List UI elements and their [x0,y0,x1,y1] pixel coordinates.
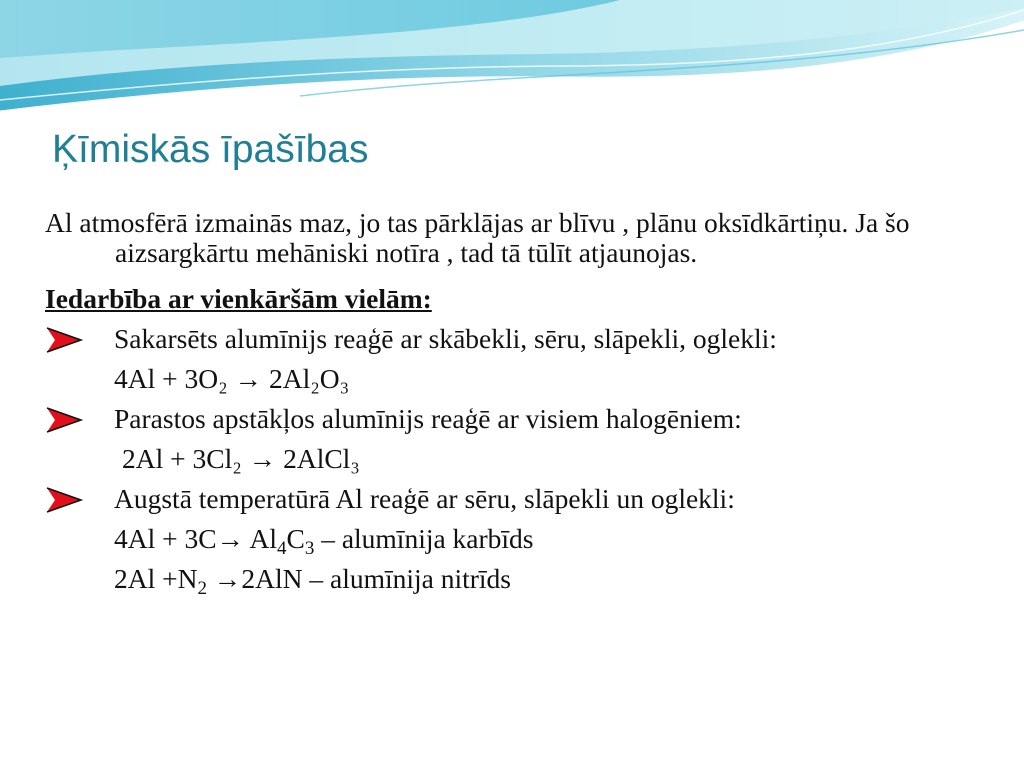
equation-3 [45,522,1005,559]
bullet-item-3 [45,482,1005,516]
subscript: 4 [276,538,287,559]
bullet-item-2 [45,402,1005,436]
bullet-text: Sakarsēts alumīnijs reaģē ar skābekli, sēru, slāpekli, oglekli: [114,323,777,354]
equation-1: 4Al + 3O₂ → 2Al₂O₃ [114,363,350,394]
subscript: 2 [197,578,207,599]
arrowhead-bullet-icon [45,326,85,354]
arrowhead-bullet-icon [45,486,85,514]
equation-part: →2AlN – alumīnija nitrīds [207,563,512,594]
slide-content [45,207,1005,599]
equation-part: – alumīnija karbīds [314,523,534,554]
bullet-item-1 [45,322,1005,356]
equation-part: 2Al +N [114,563,198,594]
bullet-text: Parastos apstākļos alumīnijs reaģē ar visiem halogēniem: [114,403,742,434]
intro-paragraph: Al atmosfērā izmainās maz, jo tas pārklājas ar blīvu , plānu oksīdkārtiņu. Ja šo aizsargkārtu mehāniski notīra , tad tā tūlīt atjaunojas. [45,207,910,268]
section-heading: Iedarbība ar vienkāršām vielām: [45,283,432,314]
slide-title: Ķīmiskās īpašības [52,128,369,171]
subscript: 3 [304,538,315,559]
header-wave-decoration [0,0,1024,120]
arrowhead-bullet-icon [45,406,85,434]
equation-part: 4Al + 3C→ Al [114,523,277,554]
equation-part: C [286,523,305,554]
bullet-text: Augstā temperatūrā Al reaģē ar sēru, slāpekli un oglekli: [114,483,735,514]
equation-2: 2Al + 3Cl₂ → 2AlCl₃ [122,443,360,474]
equation-4 [45,562,1005,599]
